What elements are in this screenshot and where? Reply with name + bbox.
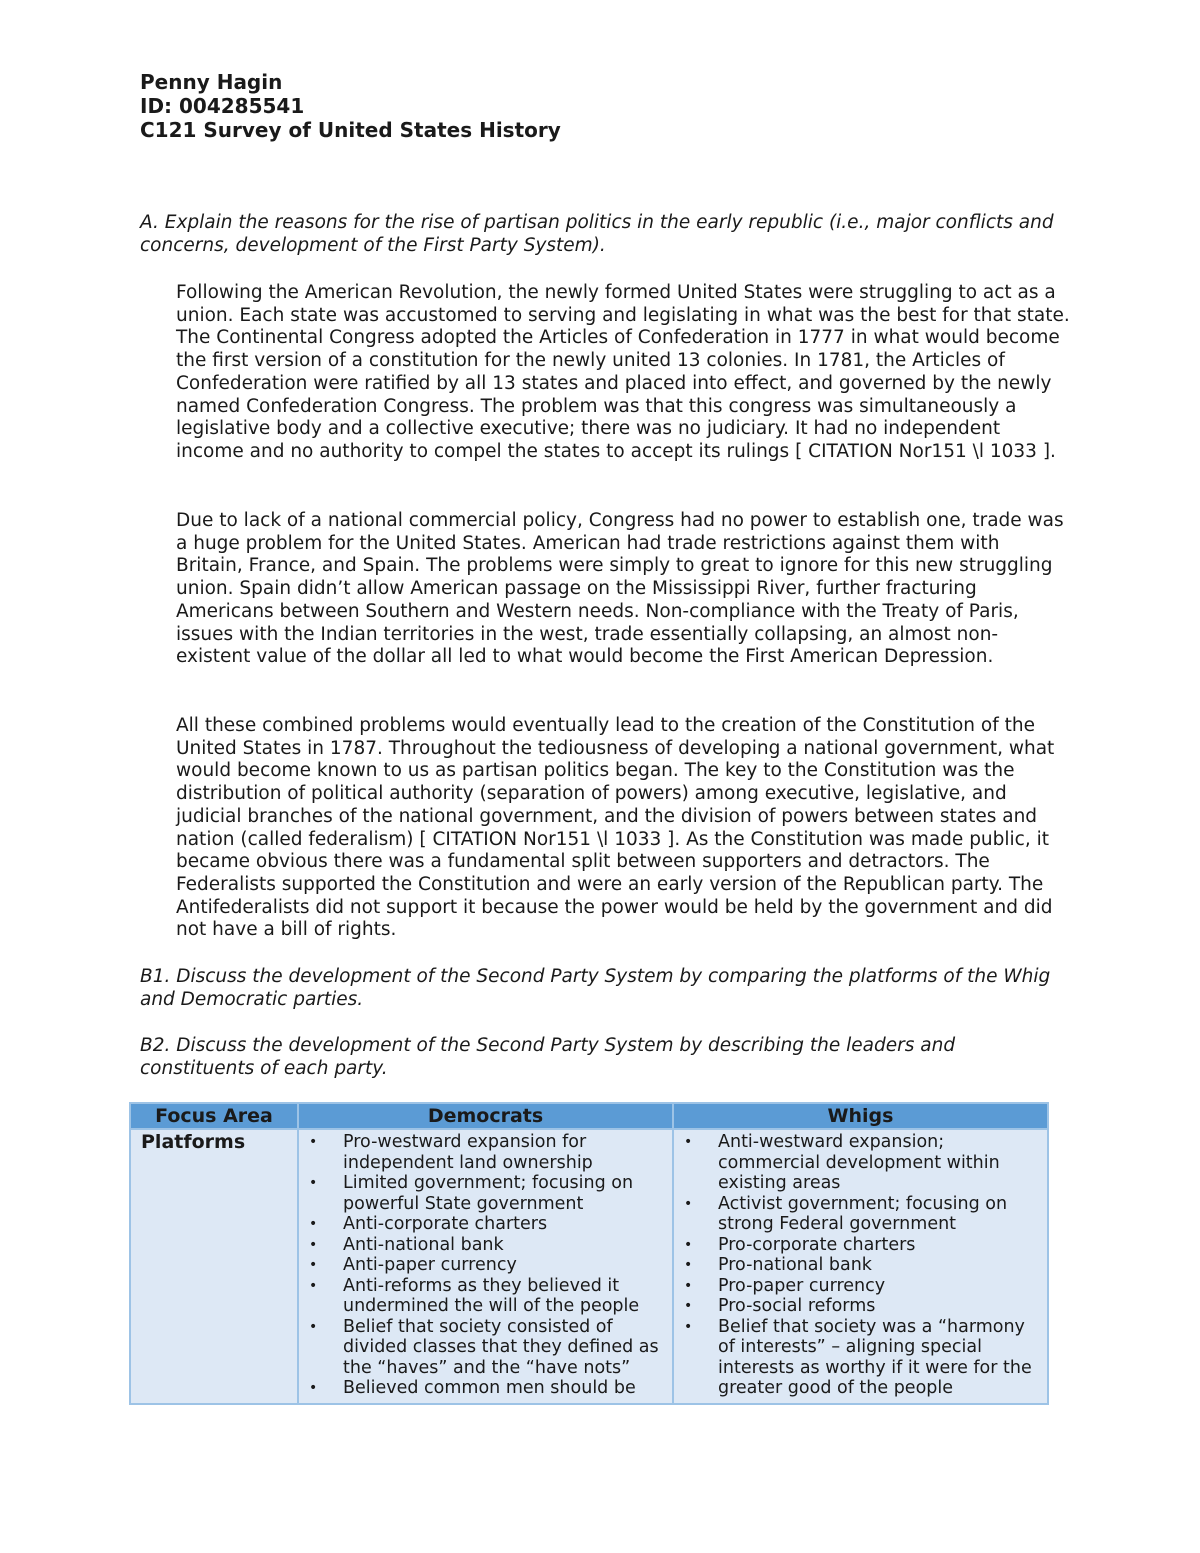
democrats-list [299,1130,672,1403]
list-item: • Anti-paper currency [299,1255,672,1276]
paragraph-2: Due to lack of a national commercial policy, Congress had no power to establish one, trade was a huge problem for the United States. American had trade restrictions against them with Britain, France, and Spain. The problems were simply to great to ignore for this new struggling union. Spain didn’t allow American passage on the Mississippi River, further fracturing Americans between Southern and Western needs. Non-compliance with the Treaty of Paris, issues with the Indian territories in the west, trade essentially collapsing, an almost non-existent value of the dollar all led to what would become the First American Depression. [176,510,1064,668]
list-item: • Limited government; focusing on powerful State government [299,1173,672,1214]
list-item: • Anti-westward expansion; commercial development within existing areas [674,1132,1047,1194]
list-item: • Pro-paper currency [674,1276,1047,1297]
whigs-list [674,1130,1047,1403]
list-item: • Anti-reforms as they believed it undermined the will of the people [299,1276,672,1317]
header-democrats: Democrats [298,1103,673,1129]
democrats-cell [298,1129,673,1404]
list-item: • Believed common men should be [299,1378,672,1399]
table-header-row [130,1103,1048,1129]
list-item: • Pro-social reforms [674,1296,1047,1317]
list-item: • Pro-corporate charters [674,1235,1047,1256]
question-b2: B2. Discuss the development of the Second Party System by describing the leaders and constituents of each party. [140,1035,956,1079]
list-item: • Belief that society consisted of divided classes that they defined as the “haves” and the “have nots” [299,1317,672,1379]
list-item: • Belief that society was a “harmony of interests” – aligning special interests as worthy if it were for the greater good of the people [674,1317,1047,1399]
student-name: Penny Hagin [140,70,283,94]
student-id: ID: 004285541 [140,94,305,118]
whigs-cell [673,1129,1048,1404]
header-focus-area: Focus Area [130,1103,298,1129]
paragraph-3: All these combined problems would eventually lead to the creation of the Constitution of the United States in 1787. Throughout the tediousness of developing a national government, what would become known to us as partisan politics began. The key to the Constitution was the distribution of political authority (separation of powers) among executive, legislative, and judicial branches of the national government, and the division of powers between states and nation (called federalism) [ CITATION Nor151 \l 1033 ]. As the Constitution was made public, it became obvious there was a fundamental split between supporters and detractors. The Federalists supported the Constitution and were an early version of the Republican party. The Antifederalists did not support it because the power would be held by the government and did not have a bill of rights. [176,715,1055,941]
party-comparison-table [129,1102,1049,1405]
paragraph-1: Following the American Revolution, the newly formed United States were struggling to act as a union. Each state was accustomed to serving and legislating in what was the best for that state. The Continental Congress adopted the Articles of Confederation in 1777 in what would become the first version of a constitution for the newly united 13 colonies. In 1781, the Articles of Confederation were ratified by all 13 states and placed into effect, and governed by the newly named Confederation Congress. The problem was that this congress was simultaneously a legislative body and a collective executive; there was no judiciary. It had no independent income and no authority to compel the states to accept its rulings [ CITATION Nor151 \l 1033 ]. [176,282,1070,462]
list-item: • Anti-national bank [299,1235,672,1256]
list-item: • Pro-national bank [674,1255,1047,1276]
list-item: • Anti-corporate charters [299,1214,672,1235]
course-title: C121 Survey of United States History [140,118,561,142]
list-item: • Activist government; focusing on strong Federal government [674,1194,1047,1235]
focus-area-platforms: Platforms [130,1129,298,1404]
table-row [130,1129,1048,1404]
question-b1: B1. Discuss the development of the Second Party System by comparing the platforms of the Whig and Democratic parties. [140,966,1051,1010]
document-header [140,70,561,142]
question-a: A. Explain the reasons for the rise of partisan politics in the early republic (i.e., major conflicts and concerns, development of the First Party System). [140,212,1054,256]
list-item: • Pro-westward expansion for independent land ownership [299,1132,672,1173]
header-whigs: Whigs [673,1103,1048,1129]
